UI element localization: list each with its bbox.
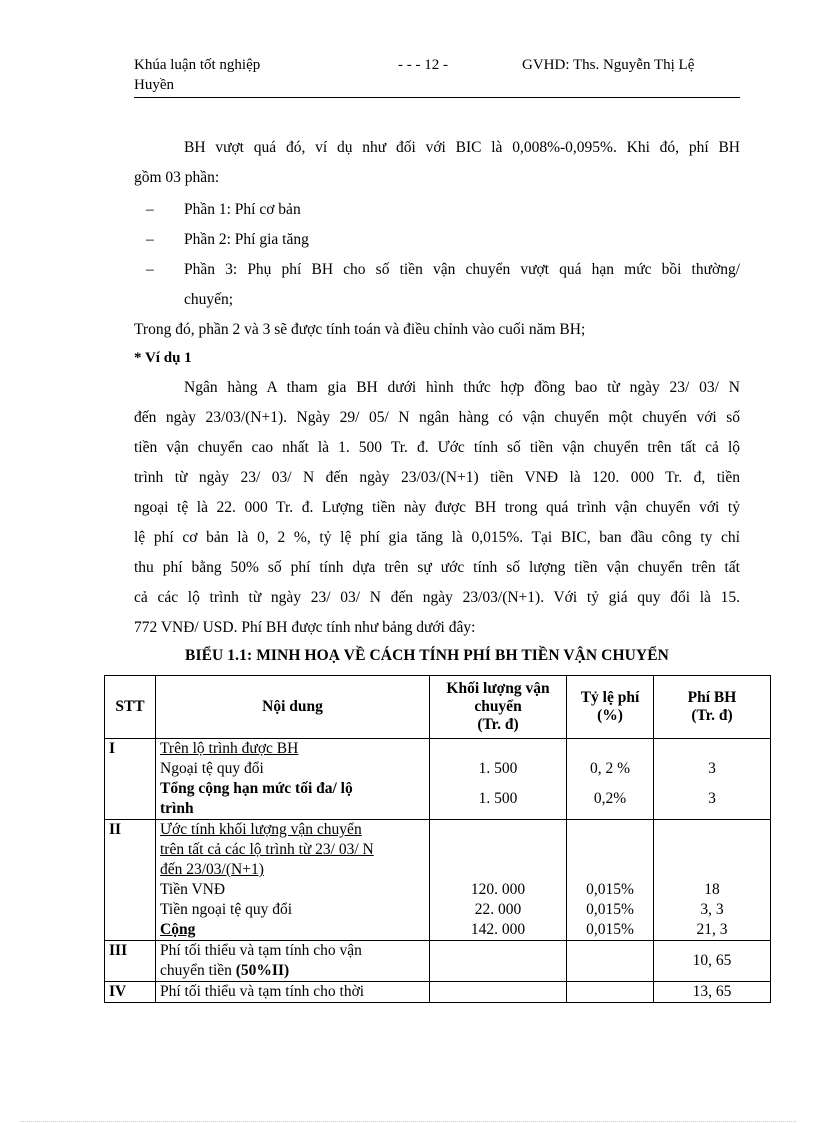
row-1-volume: 1. 500 1. 500: [430, 739, 567, 820]
row-3-volume: [430, 941, 567, 982]
table-row: [105, 739, 771, 820]
body-line-2: gồm 03 phần:: [134, 169, 220, 186]
para-line-7: thu phí bằng 50% số phí tính dựa trên sự ước tính số lượng tiền vận chuyển trên tất: [134, 559, 740, 576]
header-continued: Huyền: [134, 77, 174, 93]
row-3-content: Phí tối thiểu và tạm tính cho vận chuyển tiền (50%II): [156, 941, 430, 982]
header-rate: Tỷ lệ phí (%): [567, 676, 654, 739]
row-4-stt: IV: [105, 982, 156, 1003]
row-4-volume: [430, 982, 567, 1003]
bullet-1: Phần 1: Phí cơ bản: [184, 201, 301, 218]
row-3-fee: 10, 65: [654, 941, 771, 982]
para-line-4: trình từ ngày 23/ 03/ N đến ngày 23/03/(N+1) tiền VNĐ là 120. 000 Tr. đ, tiền: [134, 469, 740, 486]
para-line-3: tiền vận chuyển cao nhất là 1. 500 Tr. đ. Ước tính số tiền vận chuyển trên tất cả lộ: [134, 439, 740, 456]
row-3-stt: III: [105, 941, 156, 982]
body-line-1: BH vượt quá đó, ví dụ như đối với BIC là 0,008%-0,095%. Khi đó, phí BH: [184, 139, 740, 156]
page-bottom-dotted-line: [20, 1121, 796, 1122]
para-line-8: cả các lộ trình từ ngày 23/ 03/ N đến ngày 23/03/(N+1). Với tỷ giá quy đổi là 15.: [134, 589, 740, 606]
row-2-content: Ước tính khối lượng vận chuyển trên tất cả các lộ trình từ 23/ 03/ N đến 23/03/(N+1) Tiền VNĐ Tiền ngoại tệ quy đổi Cộng: [156, 820, 430, 941]
row-3-rate: [567, 941, 654, 982]
para-line-6: lệ phí cơ bản là 0, 2 %, tỷ lệ phí gia tăng là 0,015%. Tại BIC, ban đầu công ty chỉ: [134, 529, 740, 546]
bullet-2: Phần 2: Phí gia tăng: [184, 231, 309, 248]
row-1-rate: 0, 2 % 0,2%: [567, 739, 654, 820]
row-1-stt: I: [105, 739, 156, 820]
row-1-fee: 3 3: [654, 739, 771, 820]
row-2-stt: II: [105, 820, 156, 941]
header-right: GVHD: Ths. Nguyễn Thị Lệ: [522, 57, 695, 73]
row-2-fee: 18 3, 3 21, 3: [654, 820, 771, 941]
bullet-dash-2: –: [146, 231, 154, 248]
para-line-2: đến ngày 23/03/(N+1). Ngày 29/ 05/ N ngân hàng có vận chuyển một chuyến với số: [134, 409, 740, 426]
bullet-dash-3: –: [146, 261, 154, 278]
header-left: Khúa luận tốt nghiệp: [134, 57, 261, 73]
row-4-fee: 13, 65: [654, 982, 771, 1003]
fee-table: [104, 675, 771, 1003]
bullet-dash-1: –: [146, 201, 154, 218]
body-line-3: Trong đó, phần 2 và 3 sẽ được tính toán và điều chỉnh vào cuối năm BH;: [134, 321, 586, 338]
table-row: [105, 982, 771, 1003]
row-2-rate: 0,015% 0,015% 0,015%: [567, 820, 654, 941]
example-title: * Ví dụ 1: [134, 350, 192, 366]
table-row: [105, 820, 771, 941]
header-volume: Khối lượng vận chuyển (Tr. đ): [430, 676, 567, 739]
header-page-number: - - - 12 -: [398, 57, 448, 73]
row-1-content: Trên lộ trình được BH Ngoại tệ quy đổi Tổng cộng hạn mức tối đa/ lộ trình: [156, 739, 430, 820]
row-4-content: Phí tối thiểu và tạm tính cho thời: [156, 982, 430, 1003]
header-fee: Phí BH (Tr. đ): [654, 676, 771, 739]
bullet-3: Phần 3: Phụ phí BH cho số tiền vận chuyển vượt quá hạn mức bồi thường/: [184, 261, 740, 278]
table-caption: BIỂU 1.1: MINH HOẠ VỀ CÁCH TÍNH PHÍ BH TIỀN VẬN CHUYỂN: [185, 647, 669, 664]
table-row: [105, 941, 771, 982]
bullet-3-cont: chuyến;: [184, 291, 234, 308]
para-line-1: Ngân hàng A tham gia BH dưới hình thức hợp đồng bao từ ngày 23/ 03/ N: [184, 379, 740, 396]
header-stt: STT: [105, 676, 156, 739]
header-divider: [134, 97, 740, 98]
row-4-rate: [567, 982, 654, 1003]
row-2-volume: 120. 000 22. 000 142. 000: [430, 820, 567, 941]
para-line-5: ngoại tệ là 22. 000 Tr. đ. Lượng tiền này được BH trong quá trình vận chuyển với tỷ: [134, 499, 740, 516]
para-line-9: 772 VNĐ/ USD. Phí BH được tính như bảng dưới đây:: [134, 619, 476, 636]
table-header-row: [105, 676, 771, 739]
header-content: Nội dung: [156, 676, 430, 739]
